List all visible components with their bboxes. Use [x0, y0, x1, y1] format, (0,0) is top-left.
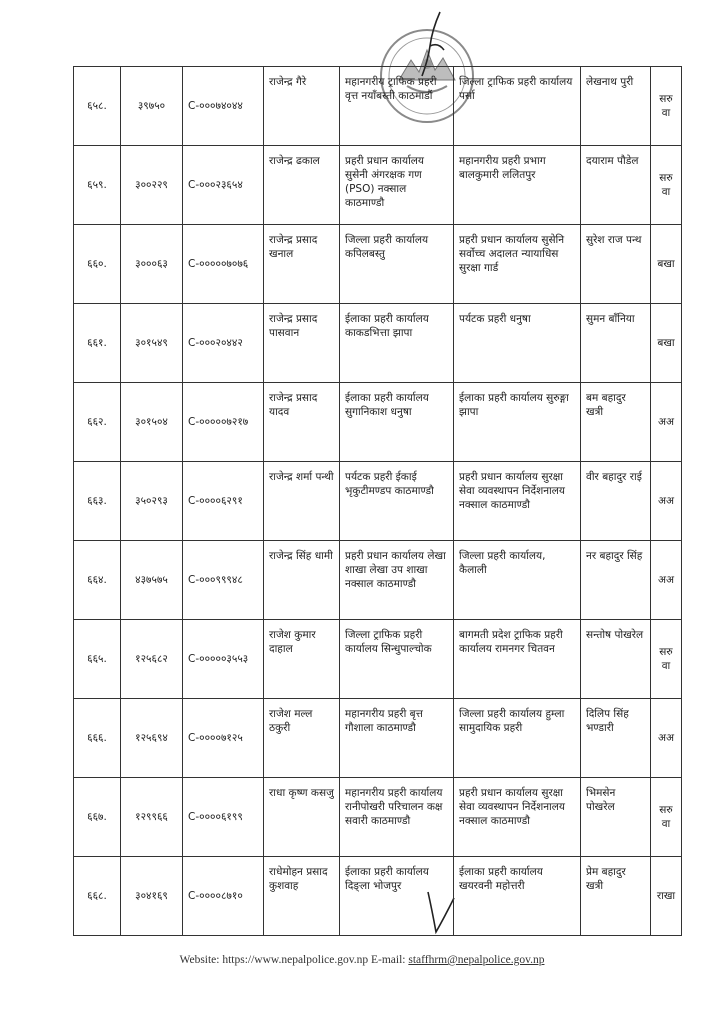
transfer-office-cell: जिल्ला प्रहरी कार्यालय हुम्ला सामुदायिक प्रहरी [454, 699, 581, 778]
code-number-cell: C-००००७१२५ [183, 699, 264, 778]
replacement-name-cell: वीर बहादुर राई [581, 462, 651, 541]
serial-number-cell: ६६२. [74, 383, 121, 462]
table-row [74, 67, 682, 146]
code-number-cell: C-०००२०४४२ [183, 304, 264, 383]
code-number-cell: C-०००००७२१७ [183, 383, 264, 462]
name-cell: राजेन्द्र प्रसाद यादव [264, 383, 340, 462]
remark-cell: सरुवा [651, 146, 682, 225]
table-row [74, 383, 682, 462]
replacement-name-cell: लेखनाथ पुरी [581, 67, 651, 146]
remark-cell: बखा [651, 225, 682, 304]
remark-cell: सरुवा [651, 778, 682, 857]
current-office-cell: महानगरीय ट्राफिक प्रहरी वृत्त नयाँबस्ती काठमाडौं [340, 67, 454, 146]
personnel-id-cell: ३००२२९ [121, 146, 183, 225]
name-cell: राजेन्द्र गैरे [264, 67, 340, 146]
code-number-cell: C-०००२३६५४ [183, 146, 264, 225]
remark-cell: अअ [651, 699, 682, 778]
transfer-records-table [73, 66, 682, 936]
serial-number-cell: ६५८. [74, 67, 121, 146]
name-cell: राजेन्द्र शर्मा पन्थी [264, 462, 340, 541]
transfer-office-cell: प्रहरी प्रधान कार्यालय सुसेनि सर्वोच्च अदालत न्यायाधिस सुरक्षा गार्ड [454, 225, 581, 304]
page-footer [0, 954, 724, 966]
serial-number-cell: ६६१. [74, 304, 121, 383]
code-number-cell: C-०००७४०४४ [183, 67, 264, 146]
remark-cell: अअ [651, 383, 682, 462]
code-number-cell: C-००००६२९१ [183, 462, 264, 541]
transfer-office-cell: जिल्ला ट्राफिक प्रहरी कार्यालय पर्सा [454, 67, 581, 146]
current-office-cell: जिल्ला ट्राफिक प्रहरी कार्यालय सिन्धुपाल्चोक [340, 620, 454, 699]
serial-number-cell: ६६८. [74, 857, 121, 936]
table-row [74, 620, 682, 699]
replacement-name-cell: सुरेश राज पन्थ [581, 225, 651, 304]
replacement-name-cell: दयाराम पौडेल [581, 146, 651, 225]
code-number-cell: C-००००६१९९ [183, 778, 264, 857]
personnel-id-cell: १२९९६६ [121, 778, 183, 857]
name-cell: राधा कृष्ण कसजु [264, 778, 340, 857]
personnel-id-cell: ३०१५४९ [121, 304, 183, 383]
current-office-cell: ईलाका प्रहरी कार्यालय काकडभित्ता झापा [340, 304, 454, 383]
transfer-office-cell: पर्यटक प्रहरी धनुषा [454, 304, 581, 383]
replacement-name-cell: भिमसेन पोखरेल [581, 778, 651, 857]
serial-number-cell: ६६३. [74, 462, 121, 541]
table-row [74, 857, 682, 936]
personnel-id-cell: ३०००६३ [121, 225, 183, 304]
personnel-id-cell: ३५०२९३ [121, 462, 183, 541]
replacement-name-cell: सुमन बाँनिया [581, 304, 651, 383]
table-row [74, 225, 682, 304]
code-number-cell: C-००००८७१० [183, 857, 264, 936]
table-row [74, 778, 682, 857]
transfer-office-cell: प्रहरी प्रधान कार्यालय सुरक्षा सेवा व्यवस्थापन निर्देशनालय नक्साल काठमाण्डौ [454, 778, 581, 857]
footer-website: Website: https://www.nepalpolice.gov.np E-mail: [179, 954, 409, 966]
code-number-cell: C-०००९९९४८ [183, 541, 264, 620]
current-office-cell: महानगरीय प्रहरी बृत्त गौशाला काठमाण्डौ [340, 699, 454, 778]
name-cell: राधेमोहन प्रसाद कुशवाह [264, 857, 340, 936]
personnel-id-cell: ३०१५०४ [121, 383, 183, 462]
code-number-cell: C-०००००७०७६ [183, 225, 264, 304]
current-office-cell: जिल्ला प्रहरी कार्यालय कपिलबस्तु [340, 225, 454, 304]
name-cell: राजेश मल्ल ठकुरी [264, 699, 340, 778]
serial-number-cell: ६६०. [74, 225, 121, 304]
remark-cell: बखा [651, 304, 682, 383]
personnel-id-cell: १२५६८२ [121, 620, 183, 699]
replacement-name-cell: प्रेम बहादुर खत्री [581, 857, 651, 936]
serial-number-cell: ६५९. [74, 146, 121, 225]
table-row [74, 541, 682, 620]
remark-cell: सरुवा [651, 67, 682, 146]
transfer-office-cell: जिल्ला प्रहरी कार्यालय, कैलाली [454, 541, 581, 620]
transfer-office-cell: ईलाका प्रहरी कार्यालय सुरुङ्गा झापा [454, 383, 581, 462]
remark-cell: राखा [651, 857, 682, 936]
remark-cell: अअ [651, 462, 682, 541]
current-office-cell: ईलाका प्रहरी कार्यालय दिङ्ला भोजपुर [340, 857, 454, 936]
table-row [74, 699, 682, 778]
current-office-cell: महानगरीय प्रहरी कार्यालय रानीपोखरी परिचालन कक्ष सवारी काठमाण्डौ [340, 778, 454, 857]
current-office-cell: पर्यटक प्रहरी ईकाई भृकुटीमण्डप काठमाण्डौ [340, 462, 454, 541]
table-row [74, 304, 682, 383]
replacement-name-cell: नर बहादुर सिंह [581, 541, 651, 620]
code-number-cell: C-०००००३५५३ [183, 620, 264, 699]
footer-email-link[interactable]: staffhrm@nepalpolice.gov.np [408, 954, 545, 966]
serial-number-cell: ६६५. [74, 620, 121, 699]
name-cell: राजेन्द्र प्रसाद खनाल [264, 225, 340, 304]
current-office-cell: प्रहरी प्रधान कार्यालय लेखा शाखा लेखा उप शाखा नक्साल काठमाण्डौ [340, 541, 454, 620]
name-cell: राजेन्द्र ढकाल [264, 146, 340, 225]
table-row [74, 146, 682, 225]
replacement-name-cell: दिलिप सिंह भण्डारी [581, 699, 651, 778]
current-office-cell: ईलाका प्रहरी कार्यालय सुगानिकाश धनुषा [340, 383, 454, 462]
transfer-office-cell: ईलाका प्रहरी कार्यालय खयरवनी महोत्तरी [454, 857, 581, 936]
replacement-name-cell: बम बहादुर खत्री [581, 383, 651, 462]
remark-cell: अअ [651, 541, 682, 620]
transfer-office-cell: बागमती प्रदेश ट्राफिक प्रहरी कार्यालय रामनगर चितवन [454, 620, 581, 699]
personnel-id-cell: ४३७५७५ [121, 541, 183, 620]
current-office-cell: प्रहरी प्रधान कार्यालय सुसेनी अंगरक्षक गण (PSO) नक्साल काठमाण्डौ [340, 146, 454, 225]
transfer-office-cell: प्रहरी प्रधान कार्यालय सुरक्षा सेवा व्यवस्थापन निर्देशनालय नक्साल काठमाण्डौ [454, 462, 581, 541]
name-cell: राजेन्द्र सिंह धामी [264, 541, 340, 620]
transfer-office-cell: महानगरीय प्रहरी प्रभाग बालकुमारी ललितपुर [454, 146, 581, 225]
remark-cell: सरुवा [651, 620, 682, 699]
name-cell: राजेश कुमार दाहाल [264, 620, 340, 699]
name-cell: राजेन्द्र प्रसाद पासवान [264, 304, 340, 383]
personnel-id-cell: ३९७५० [121, 67, 183, 146]
personnel-id-cell: १२५६९४ [121, 699, 183, 778]
serial-number-cell: ६६७. [74, 778, 121, 857]
serial-number-cell: ६६४. [74, 541, 121, 620]
table-row [74, 462, 682, 541]
serial-number-cell: ६६६. [74, 699, 121, 778]
replacement-name-cell: सन्तोष पोखरेल [581, 620, 651, 699]
personnel-id-cell: ३०४१६९ [121, 857, 183, 936]
